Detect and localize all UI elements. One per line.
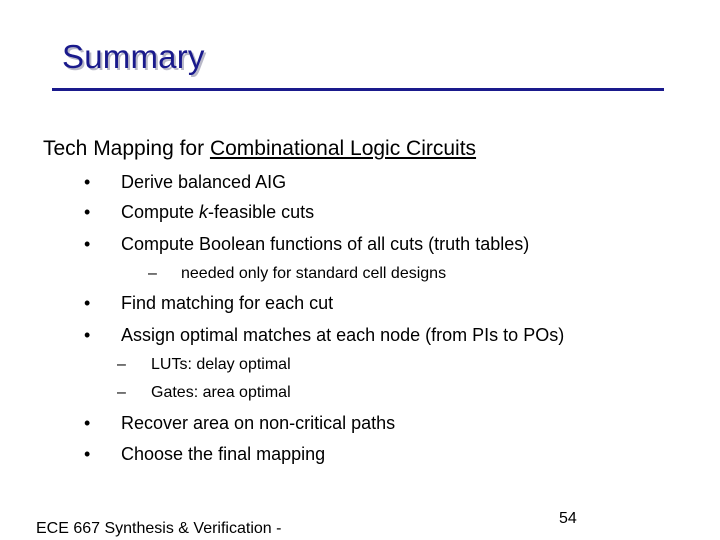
page-number: 54 (559, 510, 577, 527)
bullet-text-post: -feasible cuts (208, 202, 315, 222)
bullet-mark: • (84, 293, 91, 313)
bullet-mark: • (84, 444, 91, 464)
bullet-text: Choose the final mapping (121, 444, 326, 464)
bullet-mark: • (84, 413, 91, 433)
sub-bullet-text: Gates: area optimal (151, 384, 291, 401)
footer-text: ECE 667 Synthesis & Verification - (36, 520, 282, 537)
heading-prefix: Tech Mapping for (43, 137, 210, 160)
bullet-text (121, 202, 314, 223)
bullet-text: Recover area on non-critical paths (121, 413, 396, 433)
section-heading (43, 137, 476, 161)
dash-mark: – (117, 356, 126, 373)
sub-bullet-text: LUTs: delay optimal (151, 356, 291, 373)
bullet-mark: • (84, 202, 91, 222)
dash-mark: – (148, 265, 157, 282)
bullet-text-italic: k (199, 202, 209, 222)
sub-bullet-text: needed only for standard cell designs (181, 265, 447, 282)
bullet-text: Derive balanced AIG (121, 172, 287, 192)
bullet-text: Find matching for each cut (121, 293, 334, 313)
dash-mark: – (117, 384, 126, 401)
bullet-mark: • (84, 325, 91, 345)
bullet-text-pre: Compute (121, 202, 200, 222)
bullet-text: Assign optimal matches at each node (from PIs to POs) (121, 325, 565, 345)
bullet-mark: • (84, 172, 91, 192)
bullet-mark: • (84, 234, 91, 254)
heading-underlined: Combinational Logic Circuits (209, 137, 477, 160)
slide-title: Summary (62, 38, 205, 75)
title-divider (52, 88, 664, 91)
bullet-text: Compute Boolean functions of all cuts (truth tables) (121, 234, 530, 254)
